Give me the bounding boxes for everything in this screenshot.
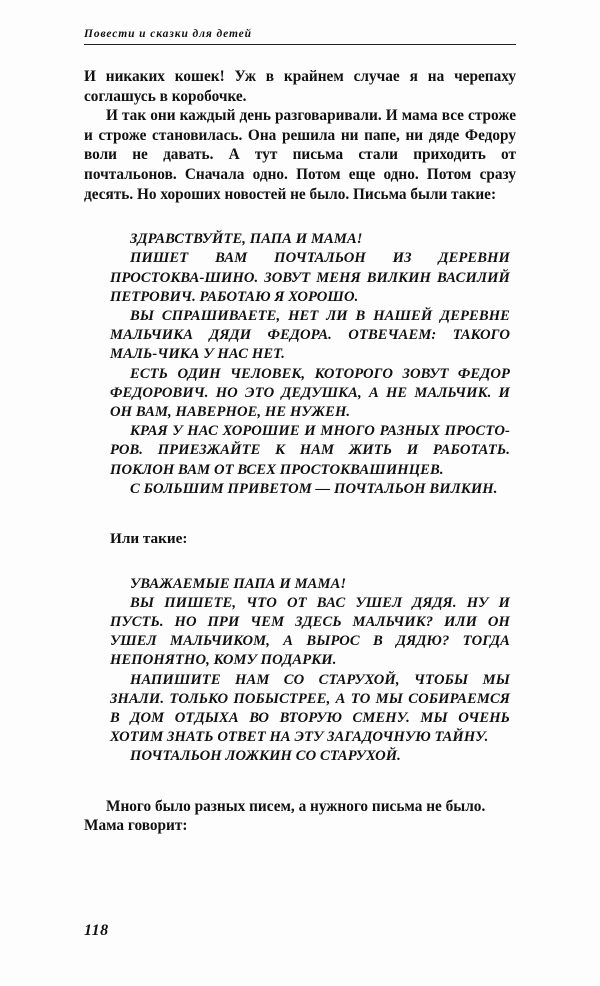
letter2-signature: ПОЧТАЛЬОН ЛОЖКИН СО СТАРУХОЙ. [130,748,401,765]
header-rule [84,44,516,45]
letter1-para-2: ВЫ СПРАШИВАЕТЕ, НЕТ ЛИ В НАШЕЙ ДЕРЕВНЕ МАЛЬЧИКА ДЯДИ ФЕДОРА. ОТВЕЧАЕМ: ТАКОГО МАЛЬ-ЧИКА У НАС НЕТ. [110,307,510,363]
letter1-para-4: КРАЯ У НАС ХОРОШИЕ И МНОГО РАЗНЫХ ПРОСТО-РОВ. ПРИЕЗЖАЙТЕ К НАМ ЖИТЬ И РАБОТАТЬ. ПОКЛОН ВАМ ОТ ВСЕХ ПРОСТОКВАШИНЦЕВ. [110,423,510,478]
spacer-after-letter-1 [84,499,516,529]
paragraph-opening: И никаких кошек! Уж в крайнем случае я на черепаху соглашусь в коробочке. [84,68,516,105]
closing-block [84,797,516,836]
page-content [84,28,516,836]
paragraph-letters-intro: И так они каждый день разговаривали. И мама все строже и строже становилась. Она решила ни папе, ни дяде Федору воли не давать. А тут письма стали приходить от почтальонов. Сначала одно. Потом еще одно. Потом сразу десять. Но хороших новостей не было. Письма были такие: [84,107,516,203]
letter1-para-1: ПИШЕТ ВАМ ПОЧТАЛЬОН ИЗ ДЕРЕВНИ ПРОСТОКВА-ШИНО. ЗОВУТ МЕНЯ ВИЛКИН ВАСИЛИЙ ПЕТРОВИЧ. РАБОТАЮ Я ХОРОШО. [110,250,510,305]
letter-from-vilkin [110,230,510,499]
letter2-para-1: ВЫ ПИШЕТЕ, ЧТО ОТ ВАС УШЕЛ ДЯДЯ. НУ И ПУСТЬ. НО ПРИ ЧЕМ ЗДЕСЬ МАЛЬЧИК? ИЛИ ОН УШЕЛ МАЛЬЧИКОМ, А ВЫРОС В ДЯДЮ? ТОГДА НЕПОНЯТНО, КОМУ ПОДАРКИ. [110,594,510,669]
running-head: Повести и сказки для детей [84,28,252,40]
paragraph-mama-says: Мама говорит: [84,817,188,835]
letter-from-lozhkin [110,575,510,767]
letter2-para-2: НАПИШИТЕ НАМ СО СТАРУХОЙ, ЧТОБЫ МЫ ЗНАЛИ. ТОЛЬКО ПОБЫСТРЕЕ, А ТО МЫ СОБИРАЕМСЯ В ДОМ ОТДЫХА ВО ВТОРУЮ СМЕНУ. МЫ ОЧЕНЬ ХОТИМ ЗНАТЬ ОТВЕТ НА ЭТУ ЗАГАДОЧНУЮ ТАЙНУ. [110,671,510,746]
letter1-para-3: ЕСТЬ ОДИН ЧЕЛОВЕК, КОТОРОГО ЗОВУТ ФЕДОР ФЕДОРОВИЧ. НО ЭТО ДЕДУШКА, А НЕ МАЛЬЧИК. И ОН ВАМ, НАВЕРНОЕ, НЕ НУЖЕН. [110,365,510,420]
letter1-signature: С БОЛЬШИМ ПРИВЕТОМ — ПОЧТАЛЬОН ВИЛКИН. [130,480,498,497]
page-number: 118 [84,922,109,939]
paragraph-or-like-this: Или такие: [110,530,188,547]
letter2-greeting: УВАЖАЕМЫЕ ПАПА И МАМА! [130,575,347,592]
paragraph-closing: Много было разных писем, а нужного письма не было. [106,797,486,815]
letter1-greeting: ЗДРАВСТВУЙТЕ, ПАПА И МАМА! [130,231,363,248]
